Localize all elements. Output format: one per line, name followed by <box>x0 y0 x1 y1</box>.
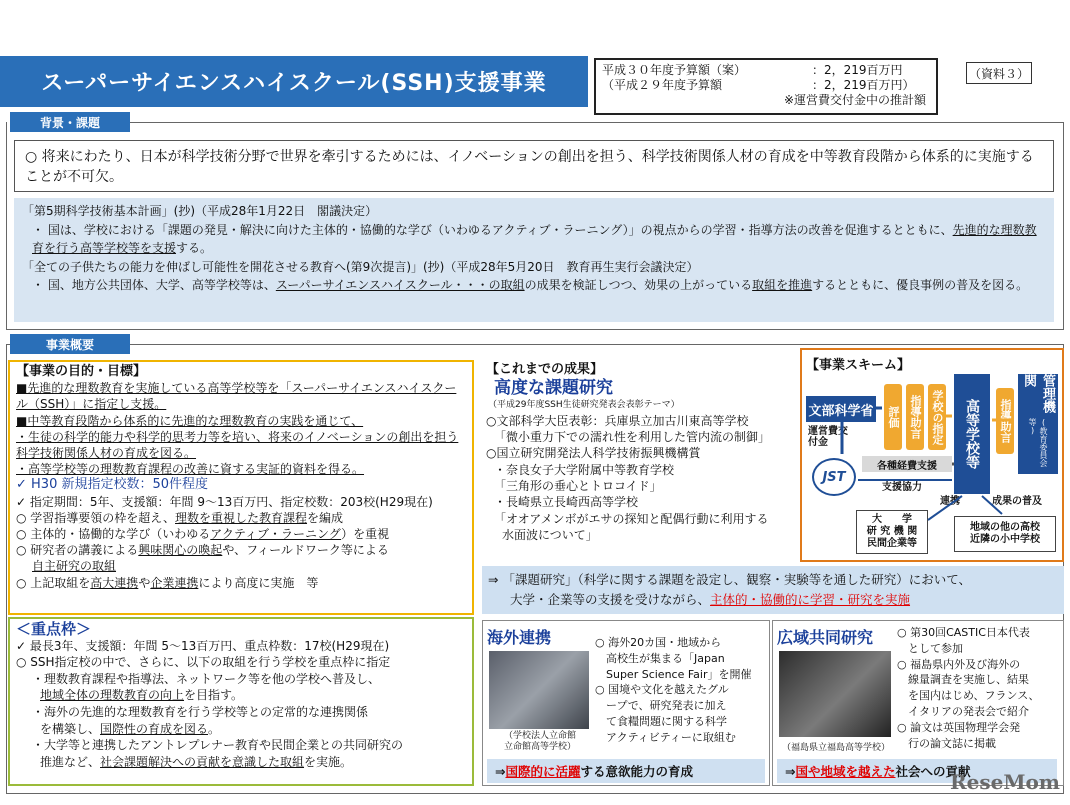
budget-value-h29: ：2，219百万円） <box>812 78 915 92</box>
purpose-box <box>8 360 474 615</box>
quote-1-title: 「第5期科学技術基本計画」(抄)（平成28年1月22日 閣議決定） <box>22 204 378 218</box>
purpose-line: ・高等学校等の理数教育課程の改善に資する実証的資料を得る。 <box>16 462 365 477</box>
purpose-heading: 【事業の目的・目標】 <box>16 364 147 379</box>
budget-note: ※運営費交付金中の推計額 <box>783 93 926 107</box>
local-schools-node: 地域の他の高校 近隣の小中学校 <box>954 516 1056 552</box>
overseas-footer: ⇒ 国際的に活躍 する意欲能力の育成 <box>487 759 765 783</box>
schools-node: 高等学校等 <box>954 374 990 494</box>
management-sub: (教育委員会等) <box>1028 418 1048 468</box>
support-label: 支援協力 <box>882 482 922 493</box>
results-big-title: 高度な課題研究 <box>494 378 613 399</box>
overseas-text: ○ 海外20カ国・地域から 高校生が集まる「Japan Super Science Fair」を開催 ○ 国境や文化を越えたグル ープで、研究発表に加え て食糧問題に関する科学 アクティビティーに取組む <box>595 636 752 744</box>
grant-label: 運営費交付金 <box>808 426 848 448</box>
focus-line: ・理数教育課程や指導法、ネットワーク等を他の学校へ普及し、 <box>32 671 381 686</box>
focus-line: ・大学等と連携したアントレプレナー教育や民間企業との共同研究の <box>32 738 404 753</box>
results-line: ・奈良女子大学附属中等教育学校 <box>494 462 675 477</box>
overseas-caption: （学校法人立命館 立命館高等学校） <box>503 731 576 752</box>
designation-period: ✓ 指定期間：5年、支援額：年間 9～13百万円、指定校数：203校(H29現在) <box>16 494 433 509</box>
collab-label: 連携 <box>940 496 960 507</box>
background-quotes <box>14 198 1054 322</box>
evaluation-node: 評価 <box>884 384 902 450</box>
quote-2-body: ・ 国、地方公共団体、大学、高等学校等は、スーパーサイエンスハイスクール・・・の取組の成果を検証しつつ、効果の上がっている取組を推進するとともに、優良事例の普及を図る。 <box>32 278 1029 292</box>
purpose-line: ■先進的な理数教育を実施している高等学校等を「スーパーサイエンスハイスクール（SSH）」に指定し支援。 <box>16 381 457 412</box>
regional-photo <box>779 651 891 737</box>
focus-line: 地域全体の理数教育の向上を目指す。 <box>40 688 244 703</box>
outcome-band <box>482 566 1064 614</box>
quote-1-body: ・ 国は、学校における「課題の発見・解決に向けた主体的・協働的な学び（いわゆるアクティブ・ラーニング）」の視点からの学習・指導方法の改善を促進するとともに、先進的な理数教育を行う高等学校等を支援する。 <box>32 222 1037 255</box>
budget-label-h29: （平成２９年度予算額 <box>602 78 723 92</box>
focus-line: 推進など、社会課題解決への貢献を意識した取組を実施。 <box>40 754 353 769</box>
background-section-label: 背景・課題 <box>10 112 130 132</box>
regional-caption: （福島県立福島高等学校） <box>781 743 890 753</box>
scheme-diagram <box>800 348 1064 562</box>
purpose-item: ○ 研究者の講義による興味関心の喚起や、フィールドワーク等による <box>16 543 389 558</box>
designation-node: 学校の指定 <box>928 384 946 450</box>
results-box <box>482 362 798 566</box>
focus-line: ✓ 最長3年、支援額：年間 5～13百万円、重点枠数：17校(H29現在) <box>16 638 390 653</box>
results-line: ○文部科学大臣表彰：兵庫県立加古川東高等学校 <box>486 413 749 428</box>
advice-node-2: 指導助言 <box>996 388 1014 454</box>
focus-line: ○ SSH指定校の中で、さらに、以下の取組を行う学校を重点枠に指定 <box>16 655 391 670</box>
results-line: 「微小重力下での濡れ性を利用した管内流の制御」 <box>494 430 771 445</box>
advice-node-1: 指導助言 <box>906 384 924 450</box>
focus-heading: ＜重点枠＞ <box>16 620 92 638</box>
watermark-logo: ReseMom <box>950 770 1060 794</box>
regional-panel <box>772 620 1064 786</box>
funding-band: 各種経費支援 <box>862 456 952 472</box>
background-main-text: ○ 将来にわたり、日本が科学技術分野で世界を牽引するためには、イノベーションの創出を担う、科学技術関係人材の育成を中等教育段階から体系的に実施することが不可欠。 <box>14 140 1054 192</box>
results-line: ○国立研究開発法人科学技術振興機構賞 <box>486 446 701 461</box>
scheme-arrows <box>802 350 1062 560</box>
outcome-line-1: ⇒ 「課題研究」（科学に関する課題を設定し、観察・実験等を通した研究）において、 <box>488 572 971 587</box>
outcome-line-2: 大学・企業等の支援を受けながら、主体的・協働的に学習・研究を実施 <box>510 592 911 607</box>
regional-footer: ⇒ 国や地域を越えた 社会への貢献 <box>777 759 1057 783</box>
results-line: 「三角形の垂心とトロコイド」 <box>494 479 662 494</box>
purpose-item: ○ 主体的・協働的な学び（いわゆるアクティブ・ラーニング）を重視 <box>16 527 390 542</box>
mext-node: 文部科学省 <box>806 396 876 422</box>
purpose-line: ・生徒の科学的能力や科学的思考力等を培い、将来のイノベーションの創出を担う科学技術関係人材の育成を図る。 <box>16 429 459 461</box>
results-heading: 【これまでの成果】 <box>486 362 604 377</box>
jst-logo: JST <box>812 458 856 496</box>
page-title: スーパーサイエンスハイスクール(SSH)支援事業 <box>0 56 588 107</box>
material-badge: （資料３） <box>966 62 1032 84</box>
overseas-title: 海外連携 <box>487 628 552 647</box>
results-line: ・長崎県立長崎西高等学校 <box>494 495 639 510</box>
partners-node: 大 学 研 究 機 関 民間企業等 <box>856 510 928 554</box>
purpose-item: ○ 上記取組を高大連携や企業連携により高度に実施 等 <box>16 575 319 590</box>
overseas-panel <box>482 620 770 786</box>
quote-2-title: 「全ての子供たちの能力を伸ばし可能性を開花させる教育へ(第9次提言)」(抄)（平成28年5月20日 教育再生実行会議決定） <box>22 259 699 274</box>
new-designation-count: ✓ H30 新規指定校数：50件程度 <box>16 477 209 493</box>
spread-label: 成果の普及 <box>992 496 1042 507</box>
purpose-item: ○ 学習指導要領の枠を超え、理数を重視した教育課程を編成 <box>16 510 344 525</box>
regional-text: ○ 第30回CASTIC日本代表 として参加 ○ 福島県内外及び海外の 線量調査を実施し、結果 を国内はじめ、フランス、 イタリアの発表会で紹介 ○ 論文は英国物理学会発 行の論文誌に掲載 <box>897 626 1040 750</box>
purpose-line: ■中等教育段階から体系的に先進的な理数教育の実践を通じて、 <box>16 413 364 428</box>
background-frame-top <box>130 122 1064 123</box>
results-line: 「オオアメンボがエサの探知と配偶行動に利用する <box>494 511 769 526</box>
results-subtitle: （平成29年度SSH生徒研究発表会表彰テーマ） <box>488 399 680 410</box>
overseas-photo <box>489 651 589 729</box>
budget-value-h30: ：2，219百万円 <box>812 63 903 77</box>
management-label: 管理機関 <box>1021 374 1055 413</box>
budget-label-h30: 平成３０年度予算額（案） <box>602 63 747 77</box>
scheme-title: 【事業スキーム】 <box>806 358 911 373</box>
focus-box <box>8 617 474 786</box>
summary-section-label: 事業概要 <box>10 334 130 354</box>
focus-line: を構築し、国際性の育成を図る。 <box>40 721 221 736</box>
regional-title: 広域共同研究 <box>777 628 874 647</box>
purpose-item-cont: 自主研究の取組 <box>32 559 117 574</box>
results-line: 水面波について」 <box>502 527 598 542</box>
focus-line: ・海外の先進的な理数教育を行う学校等との定常的な連携関係 <box>32 704 369 719</box>
budget-box <box>594 58 938 115</box>
